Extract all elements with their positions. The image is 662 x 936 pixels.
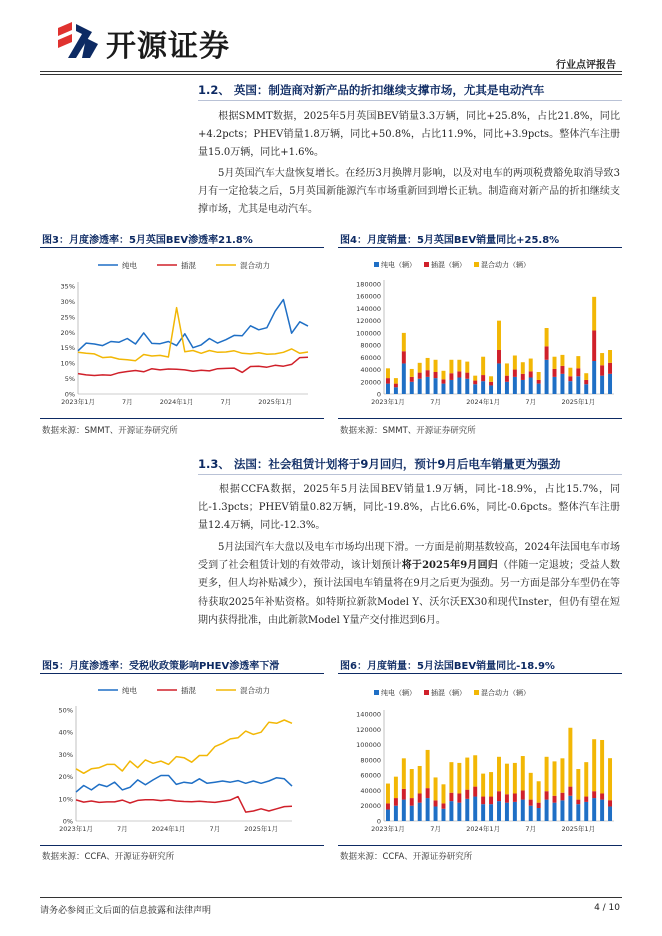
legend-label-1: 插混（辆） — [431, 689, 466, 697]
paragraph-fr-analysis-bold: 将于2025年9月回归 — [401, 560, 498, 572]
bar-seg-1 — [505, 794, 509, 802]
bar-seg-1 — [418, 793, 422, 802]
bar-seg-0 — [402, 800, 406, 821]
bar-seg-0 — [465, 379, 469, 394]
bar-seg-1 — [449, 373, 453, 380]
bar-seg-1 — [505, 376, 509, 382]
x-tick-label: 7月 — [116, 825, 128, 833]
bar-seg-0 — [600, 376, 604, 394]
y-tick-label: 20% — [58, 773, 73, 782]
bar-seg-0 — [529, 806, 533, 821]
bar-seg-2 — [592, 297, 596, 331]
bar-seg-2 — [545, 328, 549, 346]
bar-seg-1 — [449, 793, 453, 801]
bar-seg-2 — [418, 363, 422, 373]
bar-seg-0 — [465, 799, 469, 821]
bar-seg-2 — [545, 757, 549, 791]
bar-seg-1 — [410, 798, 414, 806]
bar-seg-0 — [489, 804, 493, 821]
legend-swatch-2 — [474, 262, 479, 267]
y-tick-label: 50% — [58, 706, 73, 715]
bar-seg-2 — [449, 360, 453, 373]
bar-seg-1 — [489, 382, 493, 386]
bar-seg-1 — [600, 365, 604, 375]
bar-seg-1 — [568, 787, 572, 796]
y-tick-label: 10% — [60, 359, 75, 368]
bar-seg-2 — [457, 360, 461, 372]
bar-seg-1 — [386, 378, 390, 384]
y-tick-label: 120000 — [356, 725, 381, 734]
bar-seg-0 — [537, 384, 541, 394]
x-tick-label: 7月 — [525, 398, 537, 406]
section-rule-uk — [198, 100, 622, 101]
legend-swatch-0 — [374, 690, 379, 695]
bar-seg-1 — [497, 350, 501, 363]
bar-seg-0 — [545, 360, 549, 394]
bar-seg-2 — [394, 378, 398, 384]
bar-seg-2 — [560, 758, 564, 792]
y-tick-label: 20000 — [360, 802, 381, 811]
bar-seg-1 — [576, 368, 580, 376]
bar-seg-0 — [505, 382, 509, 394]
x-tick-label: 2024年1月 — [159, 398, 194, 406]
fig6-bottom-rule — [338, 845, 622, 846]
bar-seg-0 — [489, 385, 493, 394]
bar-seg-0 — [426, 377, 430, 394]
bar-seg-2 — [481, 774, 485, 797]
bar-seg-0 — [394, 387, 398, 394]
header-rule-thin — [40, 74, 622, 75]
bar-seg-2 — [426, 358, 430, 370]
bar-seg-2 — [529, 359, 533, 372]
bar-seg-2 — [497, 757, 501, 791]
bar-seg-1 — [394, 798, 398, 806]
bar-seg-1 — [584, 380, 588, 384]
bar-seg-0 — [449, 801, 453, 821]
legend-label-1: 插混 — [181, 686, 196, 695]
bar-seg-1 — [442, 379, 446, 383]
bar-seg-2 — [465, 758, 469, 790]
bar-seg-0 — [521, 380, 525, 394]
paragraph-fr-analysis-c: （伴随一定退坡；受益人数更多，但人均补贴减少），预计法国电车销量将在9月之后更为强劲。另一方面是部分车型仍在等待获取2025年补贴资格。如特斯拉新款Model Y、沃尔沃EX30和现代Inster，但仍有望在短期内获得批准，由此新款Model Y量产交付推迟到6月。 — [198, 560, 621, 626]
bar-seg-0 — [584, 384, 588, 394]
bar-seg-2 — [434, 360, 438, 372]
bar-seg-2 — [410, 369, 414, 377]
bar-seg-2 — [410, 769, 414, 798]
bar-seg-1 — [465, 790, 469, 799]
y-tick-label: 10% — [58, 795, 73, 804]
bar-seg-2 — [426, 750, 430, 788]
y-tick-label: 80000 — [360, 341, 381, 350]
x-tick-label: 7月 — [430, 825, 441, 833]
legend-label-2: 混合动力（辆） — [481, 261, 530, 269]
series-line-0 — [76, 776, 292, 793]
bar-seg-0 — [608, 806, 612, 821]
page-number: 4 / 10 — [594, 903, 620, 913]
fig4-bottom-rule — [338, 418, 622, 419]
y-tick-label: 100000 — [356, 329, 381, 338]
legend-label-0: 纯电 — [122, 686, 137, 695]
bar-seg-2 — [529, 773, 533, 800]
x-tick-label: 7月 — [209, 825, 221, 833]
bar-seg-1 — [394, 384, 398, 388]
paragraph-fr-analysis-a: 5月法国汽车大盘以及电车市场均出现下滑。一方面是前期基数较高，2024年法国电车市场受到了社会租赁计划的有效带动，该计划预计 — [198, 542, 620, 572]
y-tick-label: 30% — [60, 297, 75, 306]
section-title-fr: 1.3、 法国：社会租赁计划将于9月回归，预计9月后电车销量更为强劲 — [198, 457, 561, 471]
bar-seg-0 — [545, 800, 549, 821]
fig5-source: 数据来源：CCFA、开源证券研究所 — [42, 852, 175, 862]
bar-seg-1 — [592, 330, 596, 361]
y-tick-label: 60000 — [360, 771, 381, 780]
footer-rule — [40, 897, 622, 898]
fig6-title-rule — [338, 673, 622, 674]
bar-seg-2 — [600, 740, 604, 794]
bar-seg-1 — [418, 373, 422, 379]
bar-seg-0 — [457, 378, 461, 395]
paragraph-uk-data — [198, 108, 620, 163]
bar-seg-1 — [513, 793, 517, 801]
x-tick-label: 2025年1月 — [561, 398, 596, 406]
fig3-title: 图3：月度渗透率：5月英国BEV渗透率21.8% — [42, 235, 253, 246]
x-tick-label: 7月 — [525, 825, 537, 833]
bar-seg-0 — [576, 804, 580, 821]
legend-swatch-0 — [374, 262, 379, 267]
bar-seg-2 — [608, 350, 612, 363]
paragraph-fr-analysis — [198, 539, 620, 630]
header-rule — [40, 71, 622, 72]
bar-seg-1 — [497, 791, 501, 801]
x-tick-label: 2025年1月 — [258, 398, 292, 406]
y-tick-label: 180000 — [356, 280, 381, 289]
bar-seg-0 — [560, 374, 564, 394]
y-tick-label: 30% — [58, 750, 73, 759]
x-tick-label: 2025年1月 — [244, 825, 278, 833]
x-tick-label: 2024年1月 — [466, 825, 500, 833]
x-tick-label: 2023年1月 — [371, 825, 405, 833]
bar-seg-0 — [521, 800, 525, 821]
bar-seg-2 — [489, 772, 493, 796]
bar-seg-0 — [568, 796, 572, 821]
y-tick-label: 0 — [376, 817, 381, 826]
bar-seg-2 — [576, 356, 580, 368]
bar-seg-1 — [529, 371, 533, 377]
section-rule-fr — [198, 474, 622, 475]
bar-seg-1 — [489, 797, 493, 805]
bar-seg-0 — [434, 378, 438, 394]
bar-seg-1 — [434, 800, 438, 806]
legend-label-2: 混合动力 — [240, 686, 270, 695]
x-tick-label: 7月 — [430, 398, 441, 406]
legend-label-1: 插混（辆） — [431, 261, 466, 269]
x-tick-label: 2024年1月 — [466, 398, 500, 406]
bar-seg-1 — [402, 351, 406, 363]
bar-seg-1 — [521, 790, 525, 799]
bar-seg-0 — [402, 363, 406, 394]
fig5-title-rule — [40, 673, 324, 674]
bar-seg-0 — [394, 806, 398, 821]
bar-seg-1 — [386, 803, 390, 809]
bar-seg-2 — [584, 762, 588, 796]
bar-seg-2 — [600, 353, 604, 365]
fig6-bar-chart — [338, 678, 622, 840]
bar-seg-2 — [473, 755, 477, 786]
bar-seg-1 — [545, 346, 549, 359]
y-tick-label: 20% — [60, 328, 75, 337]
bar-seg-1 — [465, 373, 469, 379]
bar-seg-1 — [473, 381, 477, 385]
bar-seg-0 — [426, 798, 430, 821]
series-line-1 — [78, 357, 308, 375]
bar-seg-2 — [608, 758, 612, 800]
bar-seg-1 — [553, 796, 557, 803]
bar-seg-1 — [410, 377, 414, 382]
bar-seg-1 — [560, 366, 564, 374]
fig3-source: 数据来源：SMMT、开源证券研究所 — [42, 426, 178, 436]
bar-seg-0 — [386, 384, 390, 394]
bar-seg-0 — [481, 804, 485, 821]
bar-seg-1 — [473, 787, 477, 797]
bar-seg-0 — [473, 384, 477, 394]
bar-seg-0 — [497, 801, 501, 821]
fig6-title: 图6：月度销量：5月法国BEV销量同比-18.9% — [340, 661, 555, 672]
y-tick-label: 80000 — [360, 756, 381, 765]
legend-swatch-1 — [424, 262, 429, 267]
y-tick-label: 35% — [60, 282, 75, 291]
y-tick-label: 160000 — [356, 292, 381, 301]
bar-seg-2 — [521, 362, 525, 374]
y-tick-label: 140000 — [356, 710, 381, 719]
bar-seg-0 — [434, 806, 438, 821]
bar-seg-1 — [608, 800, 612, 806]
bar-seg-1 — [537, 803, 541, 808]
bar-seg-2 — [465, 362, 469, 373]
bar-seg-1 — [560, 793, 564, 801]
bar-seg-2 — [457, 763, 461, 794]
bar-seg-0 — [537, 808, 541, 821]
bar-seg-0 — [513, 377, 517, 394]
fig5-bottom-rule — [40, 845, 324, 846]
bar-seg-2 — [560, 355, 564, 366]
bar-seg-2 — [537, 372, 541, 380]
bar-seg-1 — [402, 789, 406, 800]
bar-seg-1 — [481, 797, 485, 805]
brand-name: 开源证券 — [106, 29, 230, 64]
x-tick-label: 2025年1月 — [561, 825, 596, 833]
bar-seg-1 — [608, 363, 612, 374]
fig3-line-chart — [40, 252, 324, 414]
legend-label-1: 插混 — [181, 261, 196, 270]
bar-seg-2 — [386, 784, 390, 804]
bar-seg-0 — [497, 363, 501, 394]
y-tick-label: 0% — [64, 390, 75, 399]
bar-seg-0 — [560, 800, 564, 821]
series-line-2 — [76, 720, 292, 773]
fig4-title: 图4：月度销量：5月英国BEV销量同比+25.8% — [340, 235, 560, 246]
bar-seg-0 — [568, 381, 572, 394]
bar-seg-0 — [608, 374, 612, 394]
x-tick-label: 2023年1月 — [59, 825, 93, 833]
bar-seg-0 — [584, 802, 588, 821]
bar-seg-1 — [600, 793, 604, 799]
bar-seg-1 — [568, 376, 572, 381]
bar-seg-2 — [537, 781, 541, 802]
bar-seg-1 — [521, 374, 525, 380]
y-tick-label: 40% — [58, 728, 73, 737]
bar-seg-2 — [473, 376, 477, 381]
bar-seg-2 — [434, 777, 438, 800]
y-tick-label: 20000 — [360, 378, 381, 387]
bar-seg-2 — [553, 357, 557, 369]
fig4-source: 数据来源：SMMT、开源证券研究所 — [340, 426, 476, 436]
bar-seg-1 — [576, 800, 580, 805]
bar-seg-1 — [553, 369, 557, 377]
y-tick-label: 140000 — [356, 304, 381, 313]
bar-seg-0 — [600, 800, 604, 821]
paragraph-uk-data-text: 根据SMMT数据，2025年5月英国BEV销量3.3万辆，同比+25.8%，占比21.8%，同比+4.2pcts；PHEV销量1.8万辆，同比+50.8%，占比11.9%，同比+3.9pcts。整体汽车注册量15.0万辆，同比+1.6%。 — [198, 111, 620, 159]
paragraph-uk-analysis-text: 5月英国汽车大盘恢复增长。在经历3月换牌月影响，以及对电车的两项税费豁免取消导致3月有一定抢装之后，5月英国新能源汽车市场重新回到增长正轨。制造商对新产品的折扣继续支撑市场，尤其是电动汽车。 — [198, 168, 620, 216]
legend-label-2: 混合动力（辆） — [481, 689, 530, 697]
x-tick-label: 2023年1月 — [371, 398, 405, 406]
bar-seg-0 — [410, 806, 414, 821]
legend-label-0: 纯电 — [122, 261, 137, 270]
y-tick-label: 120000 — [356, 317, 381, 326]
x-tick-label: 2023年1月 — [61, 398, 95, 406]
bar-seg-1 — [592, 791, 596, 798]
y-tick-label: 25% — [60, 313, 75, 322]
bar-seg-0 — [553, 377, 557, 394]
fig4-bar-chart — [338, 252, 622, 414]
x-tick-label: 2024年1月 — [151, 825, 186, 833]
bar-seg-0 — [410, 382, 414, 394]
legend-label-0: 纯电（辆） — [381, 689, 416, 697]
y-tick-label: 5% — [64, 375, 75, 384]
bar-seg-0 — [386, 810, 390, 821]
y-tick-label: 40000 — [360, 786, 381, 795]
bar-seg-1 — [434, 372, 438, 378]
bar-seg-0 — [473, 797, 477, 821]
bar-seg-1 — [529, 800, 533, 806]
bar-seg-1 — [481, 375, 485, 381]
bar-seg-2 — [513, 763, 517, 794]
legend-swatch-2 — [474, 690, 479, 695]
bar-seg-1 — [513, 370, 517, 377]
bar-seg-2 — [497, 321, 501, 350]
bar-seg-1 — [442, 803, 446, 808]
bar-seg-0 — [592, 361, 596, 394]
fig3-title-rule — [40, 247, 324, 248]
bar-seg-2 — [418, 766, 422, 794]
bar-seg-0 — [576, 376, 580, 394]
legend-label-0: 纯电（辆） — [381, 261, 416, 269]
series-line-0 — [78, 300, 308, 351]
bar-seg-0 — [553, 803, 557, 821]
bar-seg-1 — [457, 793, 461, 802]
y-tick-label: 60000 — [360, 353, 381, 362]
bar-seg-2 — [442, 371, 446, 380]
x-tick-label: 7月 — [121, 398, 133, 406]
bar-seg-2 — [481, 357, 485, 375]
logo-mark-red-lower — [58, 34, 72, 48]
fig3-bottom-rule — [40, 418, 324, 419]
bar-seg-0 — [442, 809, 446, 821]
bar-seg-0 — [481, 381, 485, 394]
bar-seg-2 — [513, 356, 517, 370]
series-line-1 — [76, 797, 292, 813]
legend-swatch-1 — [424, 690, 429, 695]
bar-seg-2 — [402, 333, 406, 351]
bar-seg-2 — [489, 376, 493, 382]
bar-seg-1 — [537, 380, 541, 384]
bar-seg-1 — [457, 371, 461, 377]
bar-seg-2 — [584, 373, 588, 380]
y-tick-label: 40000 — [360, 366, 381, 375]
fig4-title-rule — [338, 247, 622, 248]
logo-mark-red-upper — [58, 22, 72, 36]
bar-seg-0 — [457, 803, 461, 821]
legend-label-2: 混合动力 — [240, 261, 270, 270]
bar-seg-1 — [584, 797, 588, 802]
bar-seg-0 — [513, 802, 517, 821]
bar-seg-2 — [568, 368, 572, 377]
section-title-uk: 1.2、 英国：制造商对新产品的折扣继续支撑市场，尤其是电动汽车 — [198, 83, 545, 97]
footer-disclaimer: 请务必参阅正文后面的信息披露和法律声明 — [40, 906, 212, 916]
y-tick-label: 0% — [62, 817, 73, 826]
bar-seg-2 — [521, 756, 525, 790]
bar-seg-0 — [592, 798, 596, 821]
bar-seg-2 — [505, 363, 509, 375]
bar-seg-0 — [449, 380, 453, 394]
bar-seg-2 — [449, 762, 453, 793]
fig5-title: 图5：月度渗透率：受税收政策影响PHEV渗透率下滑 — [42, 661, 280, 672]
bar-seg-0 — [442, 384, 446, 394]
bar-seg-0 — [505, 803, 509, 821]
paragraph-uk-analysis — [198, 165, 620, 220]
bar-seg-1 — [426, 788, 430, 798]
bar-seg-0 — [418, 379, 422, 394]
fig6-source: 数据来源：CCFA、开源证券研究所 — [340, 852, 473, 862]
bar-seg-2 — [568, 728, 572, 787]
bar-seg-1 — [545, 791, 549, 799]
fig5-line-chart — [40, 678, 324, 840]
y-tick-label: 100000 — [356, 741, 381, 750]
bar-seg-2 — [394, 777, 398, 798]
bar-seg-1 — [426, 370, 430, 377]
bar-seg-2 — [402, 758, 406, 789]
report-type-label: 行业点评报告 — [556, 60, 616, 71]
y-tick-label: 15% — [60, 344, 75, 353]
paragraph-fr-data — [198, 481, 620, 536]
bar-seg-0 — [418, 803, 422, 821]
bar-seg-2 — [576, 769, 580, 800]
bar-seg-2 — [505, 764, 509, 795]
paragraph-fr-data-text: 根据CCFA数据，2025年5月法国BEV销量1.9万辆，同比-18.9%，占比15.7%，同比-1.3pcts；PHEV销量0.82万辆，同比-19.8%，占比6.6%，同比-0.6pcts。整体汽车注册量12.4万辆，同比-12.3%。 — [198, 484, 620, 532]
bar-seg-2 — [553, 761, 557, 795]
bar-seg-2 — [386, 368, 390, 378]
bar-seg-0 — [529, 378, 533, 395]
x-tick-label: 7月 — [220, 398, 232, 406]
bar-seg-2 — [592, 739, 596, 791]
bar-seg-2 — [442, 784, 446, 803]
y-tick-label: 0 — [376, 390, 381, 399]
